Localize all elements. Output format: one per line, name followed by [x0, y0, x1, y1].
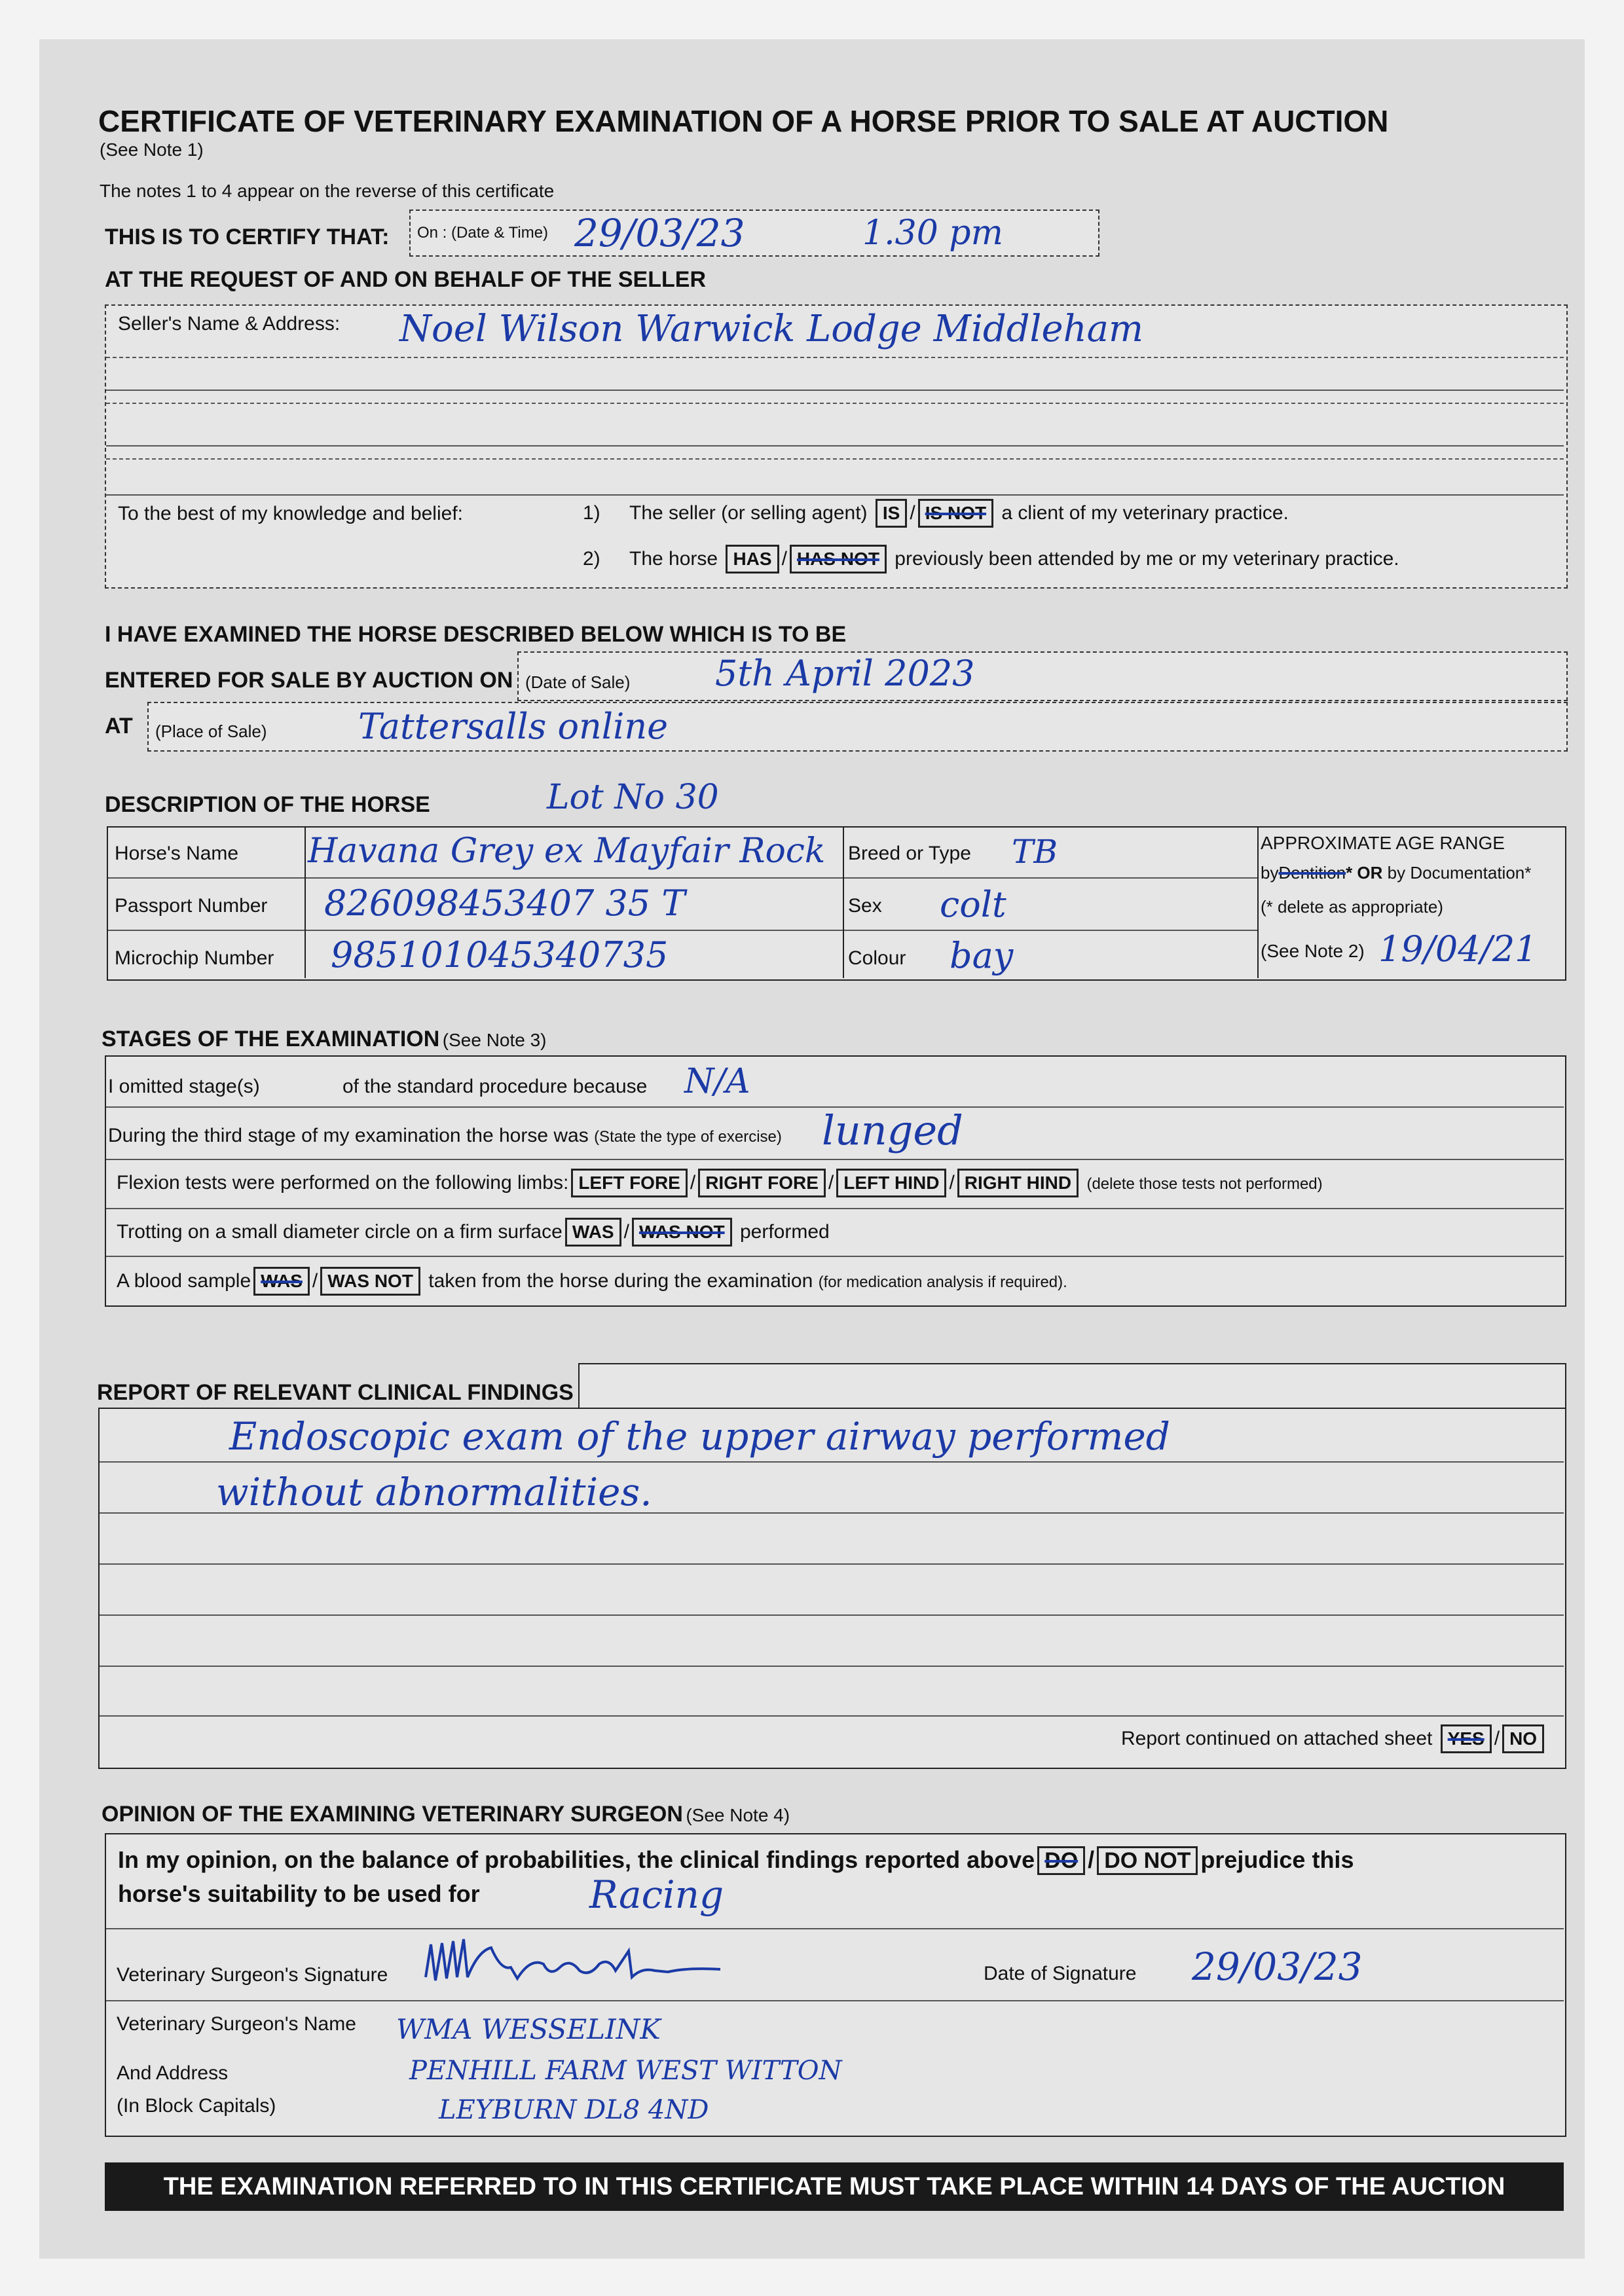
age-or: * OR [1346, 863, 1383, 883]
age-by: by [1261, 863, 1279, 883]
sale-date-label: (Date of Sale) [525, 672, 631, 692]
omitted-mid: of the standard procedure because [342, 1076, 648, 1097]
belief-line-1-text: The seller (or selling agent) [629, 502, 868, 524]
stages-heading-text: STAGES OF THE EXAMINATION [101, 1027, 440, 1051]
seller-line-4 [106, 445, 1564, 446]
date-signature-value[interactable]: 29/03/23 [1192, 1944, 1363, 1989]
report-continued: Report continued on attached sheet YES / NO [1121, 1724, 1547, 1753]
stages-heading [101, 1027, 547, 1052]
report-line-6 [100, 1715, 1564, 1717]
request-line: AT THE REQUEST OF AND ON BEHALF OF THE SELLER [105, 267, 706, 292]
microchip-label: Microchip Number [115, 947, 274, 969]
colour-value[interactable]: bay [950, 935, 1014, 976]
third-stage-note: (State the type of exercise) [594, 1128, 782, 1146]
flexion-right-hind[interactable]: RIGHT HIND [957, 1169, 1079, 1197]
report-continued-yes[interactable]: YES [1441, 1724, 1492, 1753]
vet-address-line-1[interactable]: PENHILL FARM WEST WITTON [409, 2056, 842, 2086]
third-stage-label: During the third stage of my examination the horse was [108, 1125, 589, 1146]
examined-line-1: I HAVE EXAMINED THE HORSE DESCRIBED BELOW WHICH IS TO BE [105, 622, 847, 647]
opinion-text-1: In my opinion, on the balance of probabilities, the clinical findings reported above [118, 1846, 1035, 1873]
lot-number: Lot No 30 [547, 778, 719, 817]
seller-label: Seller's Name & Address: [118, 313, 341, 335]
age-delete-note: (* delete as appropriate) [1261, 897, 1443, 917]
belief-number-2: 2) [583, 548, 600, 570]
desc-row-line-1 [108, 877, 1257, 879]
vet-address-label: And Address [117, 2062, 229, 2084]
vet-address-line-2[interactable]: LEYBURN DL8 4ND [439, 2095, 709, 2125]
desc-col-line-1 [304, 828, 306, 978]
opinion-heading-note: (See Note 4) [686, 1805, 790, 1825]
certify-label: THIS IS TO CERTIFY THAT: [105, 225, 390, 249]
trot-was-not[interactable]: WAS NOT [632, 1218, 732, 1247]
age-value[interactable]: 19/04/21 [1378, 928, 1538, 970]
report-line-1-text: Endoscopic exam of the upper airway performed [229, 1414, 1170, 1459]
age-method-line [1261, 863, 1531, 883]
belief-line-2-text: The horse [629, 548, 718, 570]
opinion-heading-text: OPINION OF THE EXAMINING VETERINARY SURGEON [101, 1802, 683, 1827]
belief-label: To the best of my knowledge and belief: [118, 503, 463, 524]
seller-line-5 [106, 458, 1564, 460]
flexion-line: Flexion tests were performed on the following limbs: LEFT FORE / RIGHT FORE / LEFT HIND / RIGHT HIND (delete those tests not performed) [117, 1169, 1323, 1197]
sale-place-value: Tattersalls online [358, 706, 669, 747]
report-heading: REPORT OF RELEVANT CLINICAL FINDINGS [97, 1380, 574, 1405]
age-dentition-option[interactable]: Dentition [1278, 863, 1346, 883]
page-title: CERTIFICATE OF VETERINARY EXAMINATION OF A HORSE PRIOR TO SALE AT AUCTION [98, 104, 1389, 138]
third-stage-value[interactable]: lunged [822, 1106, 963, 1154]
description-heading: DESCRIPTION OF THE HORSE [105, 792, 430, 817]
blood-line: A blood sample WAS / WAS NOT taken from the horse during the examination (for medication analysis if required). [117, 1267, 1067, 1296]
age-documentation-option[interactable]: by Documentation* [1387, 863, 1532, 883]
report-line-5 [100, 1666, 1564, 1667]
age-range-heading: APPROXIMATE AGE RANGE [1261, 833, 1505, 853]
stages-line-3 [106, 1208, 1564, 1209]
report-heading-tab [578, 1363, 1566, 1409]
see-note-1: (See Note 1) [100, 139, 204, 160]
flexion-note: (delete those tests not performed) [1086, 1175, 1323, 1193]
blood-note: (for medication analysis if required). [818, 1273, 1067, 1291]
opinion-do[interactable]: DO [1037, 1846, 1085, 1875]
is-option[interactable]: IS [876, 499, 907, 528]
examined-line-2: ENTERED FOR SALE BY AUCTION ON [105, 668, 513, 693]
blood-post: taken from the horse during the examination [428, 1270, 813, 1292]
sale-place-field[interactable] [147, 702, 1568, 752]
notes-line: The notes 1 to 4 appear on the reverse of this certificate [100, 181, 555, 201]
breed-label: Breed or Type [848, 843, 971, 864]
belief-line-2: 2) The horse HAS / HAS NOT previously been attended by me or my veterinary practice. [583, 545, 1399, 574]
seller-line-3 [106, 403, 1564, 404]
opinion-use-value[interactable]: Racing [589, 1872, 724, 1917]
report-line-4 [100, 1614, 1564, 1616]
belief-line-2-post: previously been attended by me or my veterinary practice. [895, 548, 1399, 570]
flexion-left-fore[interactable]: LEFT FORE [571, 1169, 688, 1197]
report-line-2-text: without abnormalities. [216, 1470, 652, 1514]
exam-date: 29/03/23 [574, 211, 745, 255]
vet-signature [419, 1931, 727, 1997]
has-not-option[interactable]: HAS NOT [790, 545, 887, 574]
sex-label: Sex [848, 895, 882, 917]
stages-line-4 [106, 1256, 1564, 1257]
block-capitals-label: (In Block Capitals) [117, 2095, 276, 2117]
opinion-do-not[interactable]: DO NOT [1097, 1846, 1198, 1875]
colour-label: Colour [848, 947, 906, 969]
report-line-3 [100, 1563, 1564, 1565]
trot-was[interactable]: WAS [565, 1218, 621, 1247]
vet-name-value[interactable]: WMA WESSELINK [396, 2013, 661, 2045]
seller-line-6 [106, 494, 1564, 496]
omitted-label: I omitted stage(s) [108, 1076, 260, 1097]
date-time-label: On : (Date & Time) [417, 224, 549, 242]
horse-name-label: Horse's Name [115, 843, 239, 864]
passport-value[interactable]: 826098453407 35 T [324, 883, 686, 924]
flexion-left-hind[interactable]: LEFT HIND [836, 1169, 946, 1197]
flexion-right-fore[interactable]: RIGHT FORE [698, 1169, 826, 1197]
sale-date-value: 5th April 2023 [715, 653, 975, 694]
trot-label: Trotting on a small diameter circle on a firm surface [117, 1221, 563, 1243]
stages-line-2 [106, 1159, 1564, 1160]
microchip-value[interactable]: 985101045340735 [331, 934, 669, 975]
has-option[interactable]: HAS [726, 545, 779, 574]
report-line-1 [100, 1461, 1564, 1463]
blood-label: A blood sample [117, 1270, 251, 1292]
date-time-field[interactable] [409, 210, 1099, 257]
is-not-option[interactable]: IS NOT [918, 499, 993, 528]
seller-line-1 [106, 357, 1564, 358]
sale-place-label: (Place of Sale) [155, 721, 267, 741]
opinion-text-2: prejudice this [1200, 1846, 1354, 1873]
sale-date-field[interactable] [517, 651, 1568, 701]
desc-row-line-2 [108, 930, 1257, 931]
age-see-note: (See Note 2) [1261, 941, 1365, 961]
belief-line-1: 1) The seller (or selling agent) IS / IS NOT a client of my veterinary practice. [583, 499, 1289, 528]
blood-was[interactable]: WAS [253, 1267, 310, 1296]
stages-heading-note: (See Note 3) [442, 1030, 547, 1050]
footer-banner: THE EXAMINATION REFERRED TO IN THIS CERTIFICATE MUST TAKE PLACE WITHIN 14 DAYS OF THE AUCTION [105, 2162, 1564, 2211]
opinion-line-2 [106, 2000, 1564, 2001]
vet-name-label: Veterinary Surgeon's Name [117, 2013, 356, 2035]
report-continued-label: Report continued on attached sheet [1121, 1728, 1433, 1749]
opinion-heading [101, 1802, 790, 1827]
trot-line: Trotting on a small diameter circle on a firm surface WAS / WAS NOT performed [117, 1218, 830, 1247]
exam-time: 1.30 pm [862, 213, 1003, 253]
belief-line-1-post: a client of my veterinary practice. [1001, 502, 1289, 524]
flexion-label: Flexion tests were performed on the following limbs: [117, 1172, 569, 1194]
opinion-line-1 [106, 1928, 1564, 1929]
report-continued-no[interactable]: NO [1502, 1724, 1544, 1753]
belief-number-1: 1) [583, 502, 600, 524]
omitted-value[interactable]: N/A [684, 1062, 750, 1101]
third-stage-line [108, 1125, 782, 1147]
date-signature-label: Date of Signature [984, 1963, 1137, 1984]
horse-name-value[interactable]: Havana Grey ex Mayfair Rock [308, 831, 826, 871]
trot-post: performed [739, 1221, 830, 1243]
seller-value[interactable]: Noel Wilson Warwick Lodge Middleham [399, 308, 1144, 350]
breed-value[interactable]: TB [1012, 833, 1058, 871]
passport-label: Passport Number [115, 895, 268, 917]
opinion-text-3: horse's suitability to be used for [118, 1880, 480, 1907]
signature-label: Veterinary Surgeon's Signature [117, 1964, 388, 1986]
place-at-label: AT [105, 714, 133, 738]
seller-line-2 [106, 390, 1564, 391]
desc-col-line-2 [843, 828, 844, 978]
sex-value[interactable]: colt [940, 884, 1006, 925]
desc-col-line-3 [1257, 828, 1259, 978]
opinion-text-line-1: In my opinion, on the balance of probabilities, the clinical findings reported above DO / DO NOT prejudice this [118, 1846, 1354, 1875]
blood-was-not[interactable]: WAS NOT [320, 1267, 420, 1296]
